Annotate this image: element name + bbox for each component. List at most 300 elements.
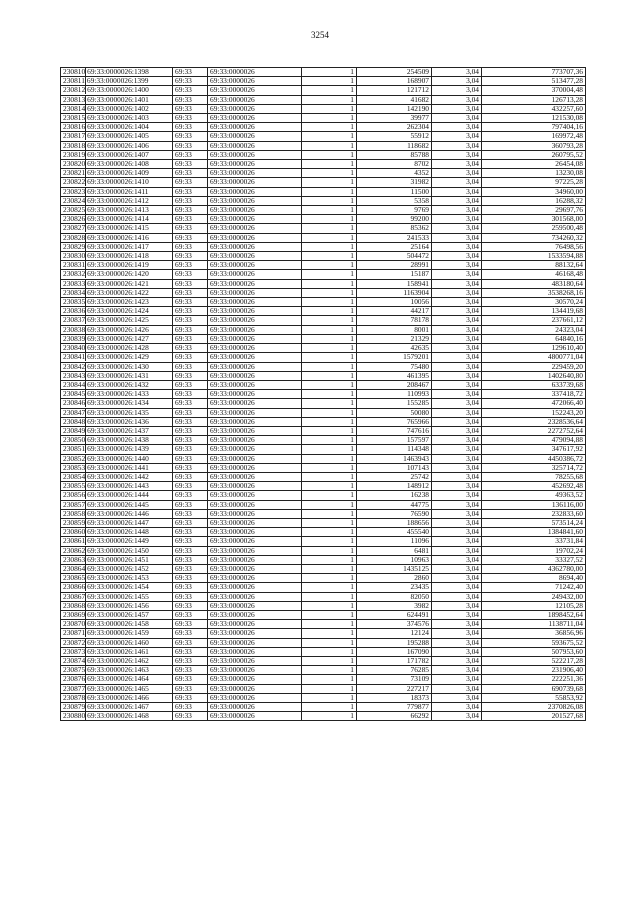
- value-cell: 325714,72: [482, 463, 586, 472]
- count-cell: 1: [302, 371, 357, 380]
- row-id: 230851: [63, 444, 86, 454]
- district-code-cell: 69:33: [173, 693, 208, 702]
- table-row: [61, 196, 586, 205]
- row-id: 230866: [63, 582, 86, 592]
- area-cell: 158941: [357, 279, 432, 288]
- count-cell: 1: [302, 463, 357, 472]
- parcel-number: 69:33:0000026:1421: [87, 279, 149, 288]
- row-id: 230852: [63, 454, 86, 463]
- table-row: [61, 298, 586, 307]
- value-cell: 29697,76: [482, 206, 586, 215]
- row-id: 230828: [63, 233, 86, 242]
- id-and-parcel-cell: [61, 316, 173, 325]
- row-id: 230817: [63, 131, 86, 141]
- count-cell: 1: [302, 353, 357, 362]
- block-number-cell: 69:33:0000026: [208, 353, 302, 362]
- parcel-number: 69:33:0000026:1400: [87, 85, 149, 95]
- area-cell: 31982: [357, 178, 432, 187]
- row-id: 230878: [63, 693, 86, 702]
- id-and-parcel-cell: [61, 445, 173, 454]
- id-and-parcel-cell: [61, 132, 173, 141]
- area-cell: 142190: [357, 104, 432, 113]
- id-and-parcel-cell: [61, 408, 173, 417]
- value-cell: 33327,52: [482, 555, 586, 564]
- row-id: 230874: [63, 656, 86, 665]
- value-cell: 633739,68: [482, 380, 586, 389]
- value-cell: 121530,08: [482, 114, 586, 123]
- rate-cell: 3,04: [432, 417, 482, 426]
- rate-cell: 3,04: [432, 233, 482, 242]
- id-and-parcel-cell: [61, 362, 173, 371]
- area-cell: 121712: [357, 86, 432, 95]
- table-row: [61, 491, 586, 500]
- value-cell: 472066,40: [482, 399, 586, 408]
- district-code-cell: 69:33: [173, 77, 208, 86]
- table-row: [61, 629, 586, 638]
- rate-cell: 3,04: [432, 509, 482, 518]
- district-code-cell: 69:33: [173, 224, 208, 233]
- value-cell: 4450386,72: [482, 454, 586, 463]
- row-id: 230871: [63, 628, 86, 638]
- count-cell: 1: [302, 638, 357, 647]
- block-number-cell: 69:33:0000026: [208, 472, 302, 481]
- area-cell: 110993: [357, 390, 432, 399]
- value-cell: 36856,96: [482, 629, 586, 638]
- table-row: [61, 666, 586, 675]
- district-code-cell: 69:33: [173, 491, 208, 500]
- count-cell: 1: [302, 252, 357, 261]
- table-row: [61, 436, 586, 445]
- id-and-parcel-cell: [61, 638, 173, 647]
- row-id: 230836: [63, 306, 86, 316]
- rate-cell: 3,04: [432, 454, 482, 463]
- count-cell: 1: [302, 528, 357, 537]
- district-code-cell: 69:33: [173, 288, 208, 297]
- count-cell: 1: [302, 215, 357, 224]
- row-id: 230846: [63, 398, 86, 408]
- rate-cell: 3,04: [432, 482, 482, 491]
- rate-cell: 3,04: [432, 334, 482, 343]
- parcel-number: 69:33:0000026:1429: [87, 352, 149, 362]
- block-number-cell: 69:33:0000026: [208, 298, 302, 307]
- rate-cell: 3,04: [432, 141, 482, 150]
- count-cell: 1: [302, 509, 357, 518]
- parcel-number: 69:33:0000026:1404: [87, 122, 149, 132]
- rate-cell: 3,04: [432, 546, 482, 555]
- district-code-cell: 69:33: [173, 114, 208, 123]
- value-cell: 1402640,80: [482, 371, 586, 380]
- parcel-number: 69:33:0000026:1419: [87, 260, 149, 270]
- district-code-cell: 69:33: [173, 141, 208, 150]
- table-row: [61, 592, 586, 601]
- area-cell: 12124: [357, 629, 432, 638]
- rate-cell: 3,04: [432, 657, 482, 666]
- value-cell: 370004,48: [482, 86, 586, 95]
- row-id: 230814: [63, 104, 86, 113]
- block-number-cell: 69:33:0000026: [208, 242, 302, 251]
- row-id: 230834: [63, 288, 86, 297]
- area-cell: 25742: [357, 472, 432, 481]
- value-cell: 64840,16: [482, 334, 586, 343]
- count-cell: 1: [302, 242, 357, 251]
- block-number-cell: 69:33:0000026: [208, 150, 302, 159]
- value-cell: 452692,48: [482, 482, 586, 491]
- parcel-number: 69:33:0000026:1439: [87, 444, 149, 454]
- row-id: 230840: [63, 343, 86, 353]
- count-cell: 1: [302, 77, 357, 86]
- district-code-cell: 69:33: [173, 675, 208, 684]
- rate-cell: 3,04: [432, 491, 482, 500]
- row-id: 230837: [63, 315, 86, 325]
- area-cell: 118682: [357, 141, 432, 150]
- value-cell: 97225,28: [482, 178, 586, 187]
- area-cell: 254509: [357, 68, 432, 77]
- row-id: 230831: [63, 260, 86, 270]
- block-number-cell: 69:33:0000026: [208, 564, 302, 573]
- block-number-cell: 69:33:0000026: [208, 206, 302, 215]
- row-id: 230829: [63, 242, 86, 251]
- count-cell: 1: [302, 703, 357, 712]
- area-cell: 11500: [357, 187, 432, 196]
- district-code-cell: 69:33: [173, 298, 208, 307]
- table-row: [61, 187, 586, 196]
- block-number-cell: 69:33:0000026: [208, 215, 302, 224]
- row-id: 230844: [63, 380, 86, 389]
- area-cell: 148912: [357, 482, 432, 491]
- district-code-cell: 69:33: [173, 703, 208, 712]
- count-cell: 1: [302, 169, 357, 178]
- block-number-cell: 69:33:0000026: [208, 555, 302, 564]
- rate-cell: 3,04: [432, 518, 482, 527]
- area-cell: 3982: [357, 601, 432, 610]
- value-cell: 797404,16: [482, 123, 586, 132]
- count-cell: 1: [302, 178, 357, 187]
- value-cell: 26454,08: [482, 160, 586, 169]
- parcel-number: 69:33:0000026:1441: [87, 463, 149, 472]
- id-and-parcel-cell: [61, 307, 173, 316]
- block-number-cell: 69:33:0000026: [208, 233, 302, 242]
- block-number-cell: 69:33:0000026: [208, 288, 302, 297]
- parcel-number: 69:33:0000026:1459: [87, 628, 149, 638]
- value-cell: 231906,40: [482, 666, 586, 675]
- rate-cell: 3,04: [432, 288, 482, 297]
- table-row: [61, 555, 586, 564]
- row-id: 230855: [63, 481, 86, 491]
- count-cell: 1: [302, 344, 357, 353]
- count-cell: 1: [302, 380, 357, 389]
- value-cell: 129610,40: [482, 344, 586, 353]
- row-id: 230879: [63, 702, 86, 712]
- value-cell: 229459,20: [482, 362, 586, 371]
- block-number-cell: 69:33:0000026: [208, 307, 302, 316]
- row-id: 230848: [63, 417, 86, 426]
- id-and-parcel-cell: [61, 104, 173, 113]
- block-number-cell: 69:33:0000026: [208, 574, 302, 583]
- count-cell: 1: [302, 408, 357, 417]
- district-code-cell: 69:33: [173, 371, 208, 380]
- district-code-cell: 69:33: [173, 279, 208, 288]
- district-code-cell: 69:33: [173, 390, 208, 399]
- district-code-cell: 69:33: [173, 629, 208, 638]
- parcel-number: 69:33:0000026:1408: [87, 159, 149, 169]
- parcel-number: 69:33:0000026:1409: [87, 168, 149, 178]
- count-cell: 1: [302, 307, 357, 316]
- district-code-cell: 69:33: [173, 399, 208, 408]
- value-cell: 8694,40: [482, 574, 586, 583]
- block-number-cell: 69:33:0000026: [208, 684, 302, 693]
- parcel-number: 69:33:0000026:1424: [87, 306, 149, 316]
- id-and-parcel-cell: [61, 68, 173, 77]
- id-and-parcel-cell: [61, 353, 173, 362]
- value-cell: 593675,52: [482, 638, 586, 647]
- rate-cell: 3,04: [432, 601, 482, 610]
- table-row: [61, 472, 586, 481]
- block-number-cell: 69:33:0000026: [208, 417, 302, 426]
- value-cell: 33731,84: [482, 537, 586, 546]
- id-and-parcel-cell: [61, 325, 173, 334]
- area-cell: 114348: [357, 445, 432, 454]
- count-cell: 1: [302, 95, 357, 104]
- id-and-parcel-cell: [61, 334, 173, 343]
- table-row: [61, 399, 586, 408]
- block-number-cell: 69:33:0000026: [208, 252, 302, 261]
- table-row: [61, 482, 586, 491]
- district-code-cell: 69:33: [173, 601, 208, 610]
- row-id: 230830: [63, 251, 86, 261]
- row-id: 230875: [63, 665, 86, 675]
- rate-cell: 3,04: [432, 500, 482, 509]
- rate-cell: 3,04: [432, 132, 482, 141]
- area-cell: 11096: [357, 537, 432, 546]
- value-cell: 1384841,60: [482, 528, 586, 537]
- table-row: [61, 509, 586, 518]
- row-id: 230832: [63, 269, 86, 279]
- rate-cell: 3,04: [432, 463, 482, 472]
- id-and-parcel-cell: [61, 712, 173, 721]
- value-cell: 249432,00: [482, 592, 586, 601]
- block-number-cell: 69:33:0000026: [208, 114, 302, 123]
- district-code-cell: 69:33: [173, 555, 208, 564]
- rate-cell: 3,04: [432, 445, 482, 454]
- count-cell: 1: [302, 298, 357, 307]
- count-cell: 1: [302, 454, 357, 463]
- table-row: [61, 657, 586, 666]
- count-cell: 1: [302, 261, 357, 270]
- value-cell: 483180,64: [482, 279, 586, 288]
- parcel-number: 69:33:0000026:1465: [87, 684, 149, 693]
- rate-cell: 3,04: [432, 160, 482, 169]
- rate-cell: 3,04: [432, 86, 482, 95]
- district-code-cell: 69:33: [173, 546, 208, 555]
- district-code-cell: 69:33: [173, 150, 208, 159]
- rate-cell: 3,04: [432, 592, 482, 601]
- parcel-number: 69:33:0000026:1466: [87, 693, 149, 702]
- area-cell: 23435: [357, 583, 432, 592]
- count-cell: 1: [302, 445, 357, 454]
- district-code-cell: 69:33: [173, 334, 208, 343]
- rate-cell: 3,04: [432, 344, 482, 353]
- block-number-cell: 69:33:0000026: [208, 261, 302, 270]
- table-row: [61, 463, 586, 472]
- row-id: 230876: [63, 674, 86, 684]
- district-code-cell: 69:33: [173, 325, 208, 334]
- id-and-parcel-cell: [61, 187, 173, 196]
- value-cell: 773707,36: [482, 68, 586, 77]
- row-id: 230862: [63, 546, 86, 555]
- row-id: 230822: [63, 177, 86, 187]
- count-cell: 1: [302, 86, 357, 95]
- id-and-parcel-cell: [61, 288, 173, 297]
- rate-cell: 3,04: [432, 399, 482, 408]
- district-code-cell: 69:33: [173, 472, 208, 481]
- area-cell: 208467: [357, 380, 432, 389]
- row-id: 230873: [63, 647, 86, 656]
- area-cell: 50080: [357, 408, 432, 417]
- count-cell: 1: [302, 436, 357, 445]
- row-id: 230877: [63, 684, 86, 693]
- id-and-parcel-cell: [61, 620, 173, 629]
- id-and-parcel-cell: [61, 426, 173, 435]
- block-number-cell: 69:33:0000026: [208, 270, 302, 279]
- block-number-cell: 69:33:0000026: [208, 141, 302, 150]
- count-cell: 1: [302, 564, 357, 573]
- table-row: [61, 288, 586, 297]
- rate-cell: 3,04: [432, 629, 482, 638]
- value-cell: 88132,64: [482, 261, 586, 270]
- parcel-number: 69:33:0000026:1415: [87, 223, 149, 233]
- id-and-parcel-cell: [61, 215, 173, 224]
- count-cell: 1: [302, 270, 357, 279]
- block-number-cell: 69:33:0000026: [208, 537, 302, 546]
- table-row: [61, 334, 586, 343]
- rate-cell: 3,04: [432, 426, 482, 435]
- row-id: 230868: [63, 601, 86, 610]
- table-row: [61, 233, 586, 242]
- count-cell: 1: [302, 601, 357, 610]
- block-number-cell: 69:33:0000026: [208, 344, 302, 353]
- id-and-parcel-cell: [61, 261, 173, 270]
- rate-cell: 3,04: [432, 638, 482, 647]
- row-id: 230849: [63, 426, 86, 435]
- rate-cell: 3,04: [432, 196, 482, 205]
- area-cell: 41682: [357, 95, 432, 104]
- table-row: [61, 141, 586, 150]
- district-code-cell: 69:33: [173, 574, 208, 583]
- parcel-number: 69:33:0000026:1411: [87, 187, 149, 196]
- row-id: 230872: [63, 638, 86, 647]
- district-code-cell: 69:33: [173, 610, 208, 619]
- id-and-parcel-cell: [61, 693, 173, 702]
- block-number-cell: 69:33:0000026: [208, 187, 302, 196]
- table-row: [61, 242, 586, 251]
- area-cell: 39977: [357, 114, 432, 123]
- parcel-number: 69:33:0000026:1442: [87, 472, 149, 481]
- area-cell: 21329: [357, 334, 432, 343]
- area-cell: 42635: [357, 344, 432, 353]
- rate-cell: 3,04: [432, 150, 482, 159]
- rate-cell: 3,04: [432, 666, 482, 675]
- area-cell: 78178: [357, 316, 432, 325]
- block-number-cell: 69:33:0000026: [208, 518, 302, 527]
- table-row: [61, 178, 586, 187]
- row-id: 230853: [63, 463, 86, 472]
- count-cell: 1: [302, 712, 357, 721]
- row-id: 230856: [63, 490, 86, 500]
- table-row: [61, 380, 586, 389]
- rate-cell: 3,04: [432, 187, 482, 196]
- area-cell: 1463943: [357, 454, 432, 463]
- id-and-parcel-cell: [61, 463, 173, 472]
- id-and-parcel-cell: [61, 178, 173, 187]
- district-code-cell: 69:33: [173, 123, 208, 132]
- id-and-parcel-cell: [61, 169, 173, 178]
- block-number-cell: 69:33:0000026: [208, 380, 302, 389]
- count-cell: 1: [302, 104, 357, 113]
- count-cell: 1: [302, 574, 357, 583]
- block-number-cell: 69:33:0000026: [208, 334, 302, 343]
- district-code-cell: 69:33: [173, 417, 208, 426]
- area-cell: 15187: [357, 270, 432, 279]
- value-cell: 222251,36: [482, 675, 586, 684]
- id-and-parcel-cell: [61, 647, 173, 656]
- parcel-number: 69:33:0000026:1460: [87, 638, 149, 647]
- block-number-cell: 69:33:0000026: [208, 546, 302, 555]
- district-code-cell: 69:33: [173, 482, 208, 491]
- parcel-number: 69:33:0000026:1416: [87, 233, 149, 242]
- rate-cell: 3,04: [432, 703, 482, 712]
- id-and-parcel-cell: [61, 242, 173, 251]
- rate-cell: 3,04: [432, 270, 482, 279]
- count-cell: 1: [302, 610, 357, 619]
- table-row: [61, 206, 586, 215]
- parcel-number: 69:33:0000026:1401: [87, 95, 149, 104]
- row-id: 230857: [63, 500, 86, 509]
- area-cell: 85788: [357, 150, 432, 159]
- district-code-cell: 69:33: [173, 86, 208, 95]
- id-and-parcel-cell: [61, 666, 173, 675]
- value-cell: 259500,48: [482, 224, 586, 233]
- block-number-cell: 69:33:0000026: [208, 509, 302, 518]
- count-cell: 1: [302, 362, 357, 371]
- district-code-cell: 69:33: [173, 445, 208, 454]
- row-id: 230859: [63, 518, 86, 527]
- district-code-cell: 69:33: [173, 353, 208, 362]
- table-row: [61, 583, 586, 592]
- id-and-parcel-cell: [61, 371, 173, 380]
- area-cell: 5358: [357, 196, 432, 205]
- table-row: [61, 123, 586, 132]
- table-row: [61, 114, 586, 123]
- block-number-cell: 69:33:0000026: [208, 601, 302, 610]
- parcel-number: 69:33:0000026:1448: [87, 527, 149, 537]
- block-number-cell: 69:33:0000026: [208, 693, 302, 702]
- row-id: 230815: [63, 113, 86, 123]
- table-row: [61, 215, 586, 224]
- parcel-number: 69:33:0000026:1417: [87, 242, 149, 251]
- parcel-number: 69:33:0000026:1449: [87, 536, 149, 546]
- id-and-parcel-cell: [61, 482, 173, 491]
- area-cell: 195288: [357, 638, 432, 647]
- value-cell: 55853,92: [482, 693, 586, 702]
- rate-cell: 3,04: [432, 712, 482, 721]
- id-and-parcel-cell: [61, 610, 173, 619]
- block-number-cell: 69:33:0000026: [208, 169, 302, 178]
- area-cell: 157597: [357, 436, 432, 445]
- rate-cell: 3,04: [432, 169, 482, 178]
- rate-cell: 3,04: [432, 206, 482, 215]
- table-row: [61, 675, 586, 684]
- parcel-number: 69:33:0000026:1433: [87, 389, 149, 399]
